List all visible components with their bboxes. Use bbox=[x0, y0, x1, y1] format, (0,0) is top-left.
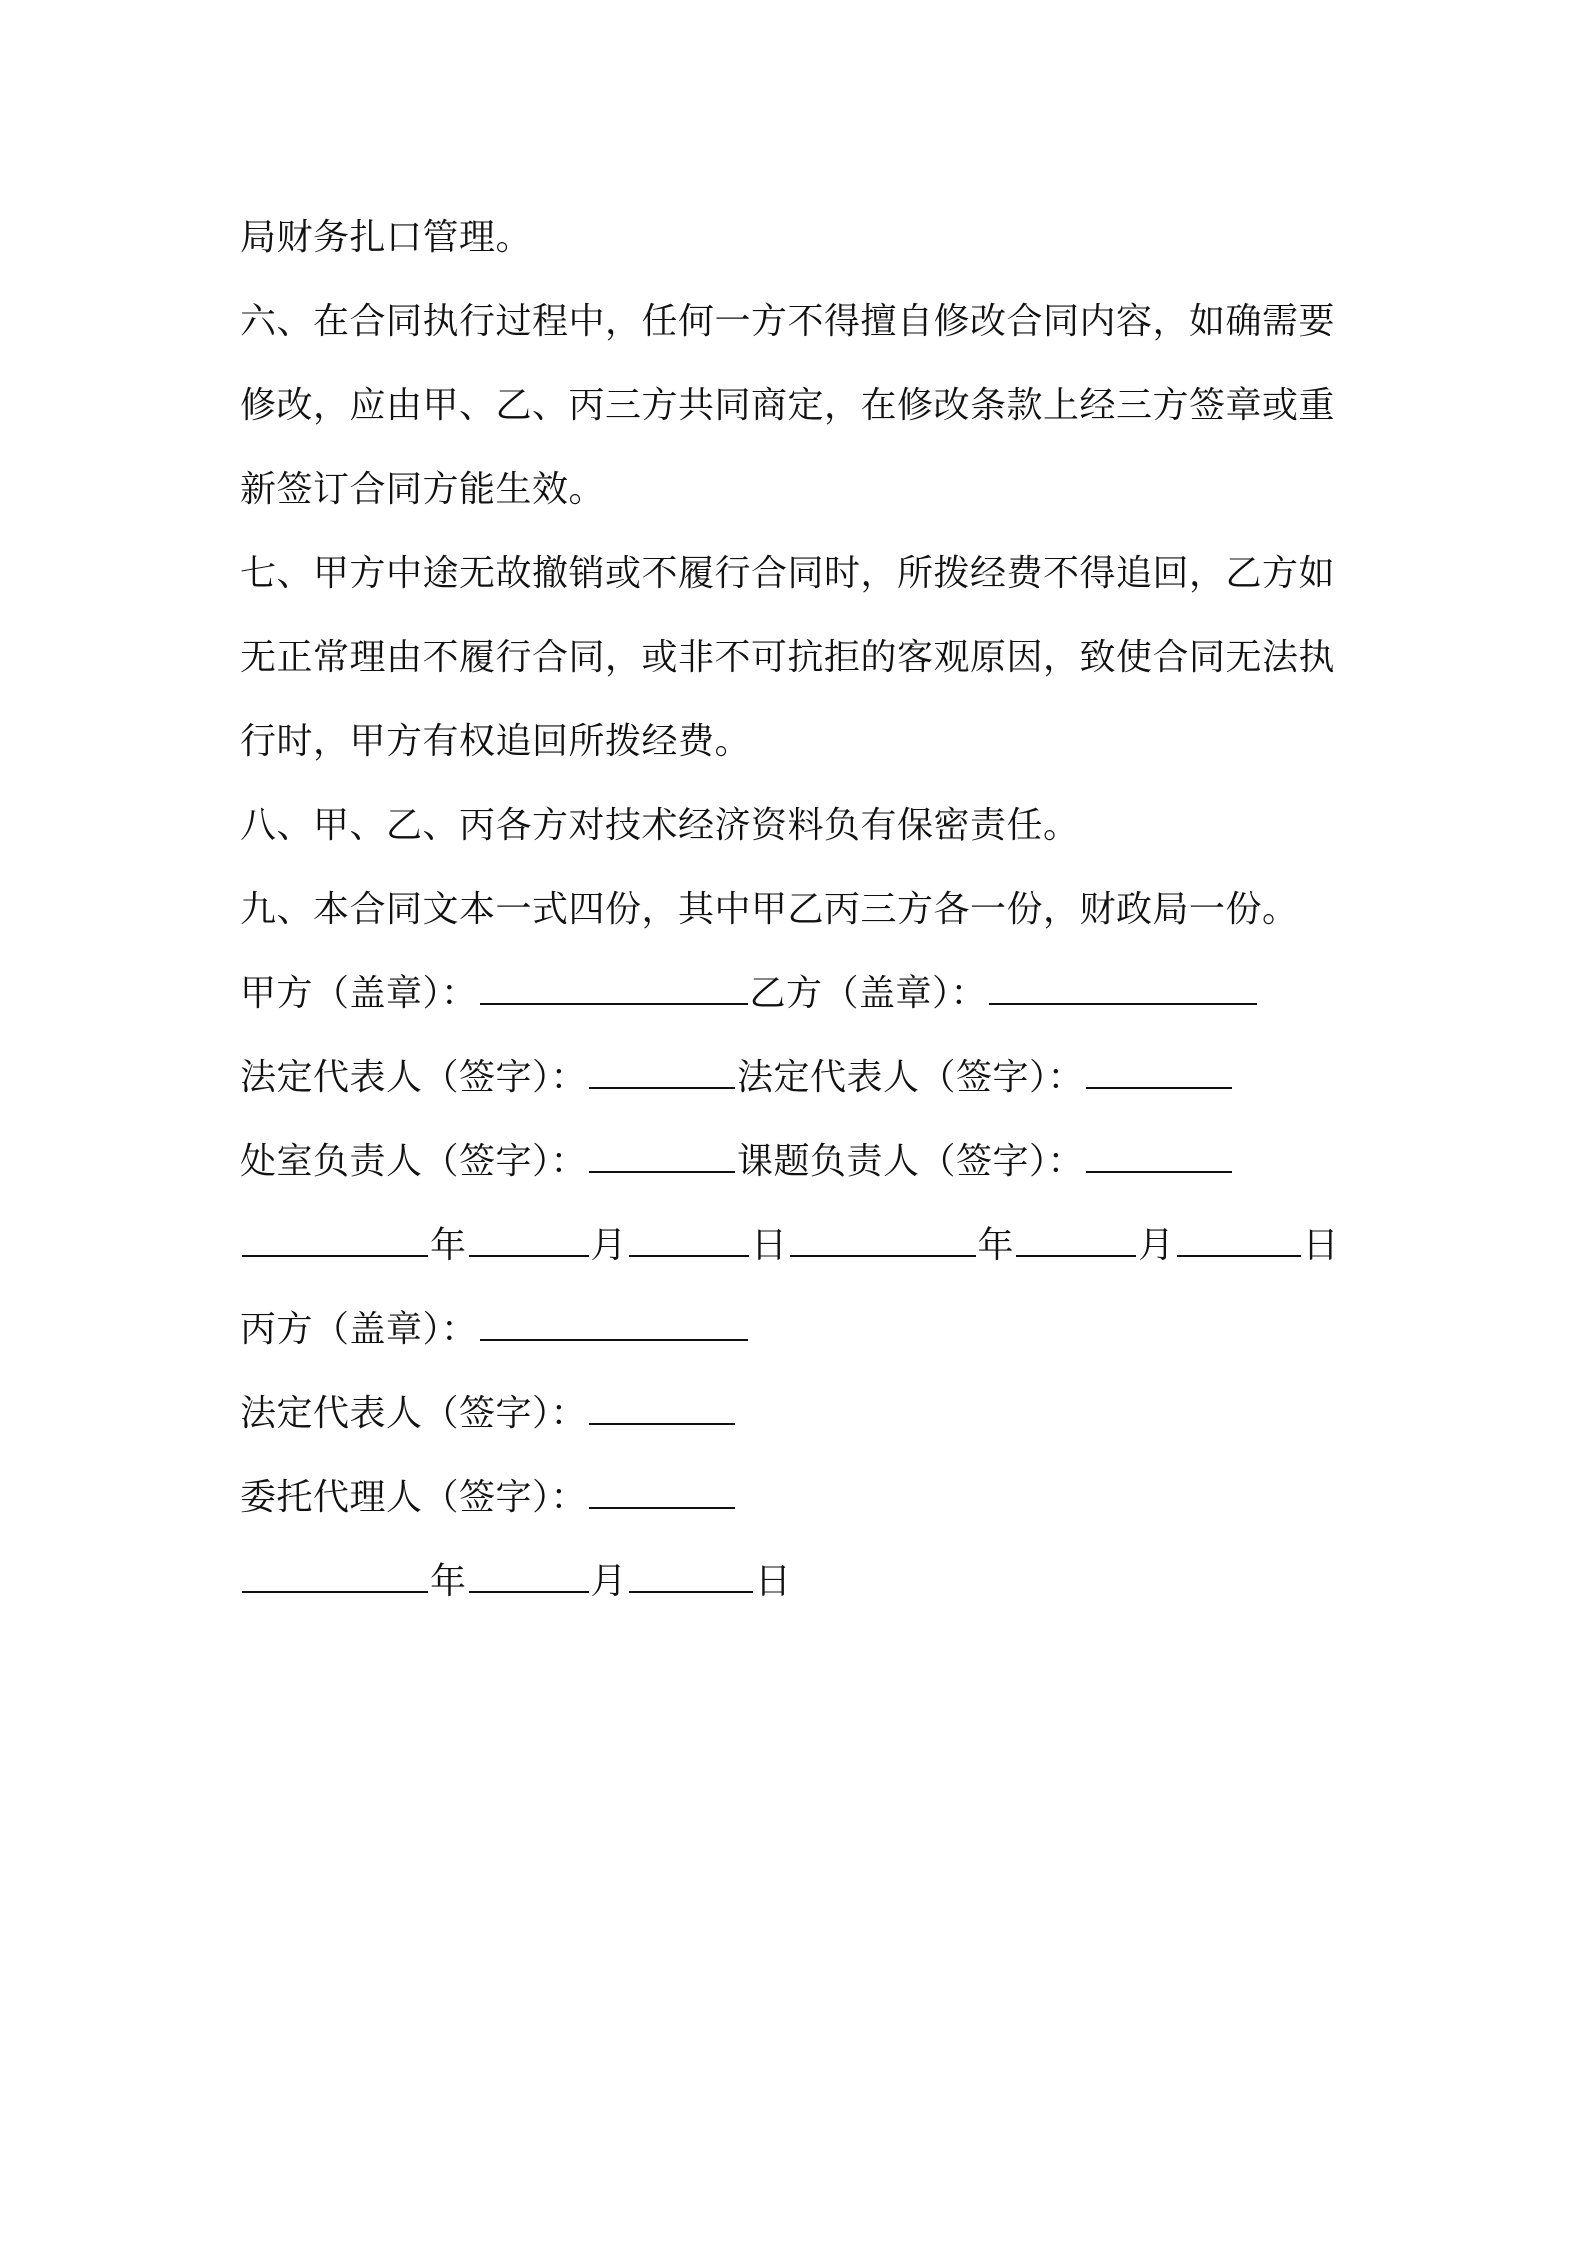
project-head-field[interactable] bbox=[1086, 1141, 1232, 1173]
month-label: 月 bbox=[590, 1561, 628, 1602]
year-field[interactable] bbox=[242, 1561, 428, 1593]
party-c-seal-field[interactable] bbox=[480, 1309, 748, 1341]
legal-rep-row-ab bbox=[240, 1036, 1360, 1120]
document-body bbox=[240, 196, 1360, 1624]
year-label: 年 bbox=[977, 1225, 1015, 1266]
date-row-c bbox=[240, 1540, 1360, 1624]
date-row-ab bbox=[240, 1204, 1360, 1288]
day-label: 日 bbox=[1302, 1225, 1340, 1266]
party-a-legal-rep-label: 法定代表人（签字）： bbox=[240, 1057, 588, 1098]
day-field[interactable] bbox=[629, 1225, 749, 1257]
year-label: 年 bbox=[430, 1225, 467, 1266]
paragraph-line: 局财务扎口管理。 bbox=[240, 217, 533, 258]
paragraph-line: 新签订合同方能生效。 bbox=[240, 469, 606, 510]
day-label: 日 bbox=[751, 1225, 788, 1266]
year-label: 年 bbox=[430, 1561, 467, 1602]
month-field[interactable] bbox=[1016, 1225, 1136, 1257]
paragraph-line: 九、本合同文本一式四份，其中甲乙丙三方各一份，财政局一份。 bbox=[240, 889, 1299, 930]
party-a-seal-label: 甲方（盖章）： bbox=[240, 973, 478, 1014]
paragraph-line: 八、甲、乙、丙各方对技术经济资料负有保密责任。 bbox=[240, 805, 1080, 846]
agent-label: 委托代理人（签字）： bbox=[240, 1477, 588, 1518]
agent-row-c bbox=[240, 1456, 1360, 1540]
paragraph-line: 行时，甲方有权追回所拨经费。 bbox=[240, 721, 752, 762]
year-field[interactable] bbox=[790, 1225, 976, 1257]
paragraph-line: 六、在合同执行过程中，任何一方不得擅自修改合同内容，如确需要 bbox=[240, 301, 1336, 342]
paragraph-line: 无正常理由不履行合同，或非不可抗拒的客观原因，致使合同无法执 bbox=[240, 637, 1336, 678]
paragraph-line: 修改，应由甲、乙、丙三方共同商定，在修改条款上经三方签章或重 bbox=[240, 385, 1336, 426]
legal-rep-row-c bbox=[240, 1372, 1360, 1456]
party-b-seal-label: 乙方（盖章）： bbox=[749, 973, 988, 1014]
party-b-legal-rep-label: 法定代表人（签字）： bbox=[737, 1057, 1085, 1098]
party-b-seal-field[interactable] bbox=[989, 973, 1257, 1005]
year-field[interactable] bbox=[242, 1225, 428, 1257]
paragraph-line: 七、甲方中途无故撤销或不履行合同时，所拨经费不得追回，乙方如 bbox=[240, 553, 1336, 594]
seal-row-ab bbox=[240, 952, 1360, 1036]
month-field[interactable] bbox=[469, 1561, 589, 1593]
seal-row-c bbox=[240, 1288, 1360, 1372]
party-c-seal-label: 丙方（盖章）： bbox=[240, 1309, 478, 1350]
party-b-legal-rep-field[interactable] bbox=[1086, 1057, 1232, 1089]
responsible-row bbox=[240, 1120, 1360, 1204]
party-a-legal-rep-field[interactable] bbox=[589, 1057, 735, 1089]
party-a-seal-field[interactable] bbox=[480, 973, 748, 1005]
day-field[interactable] bbox=[1177, 1225, 1301, 1257]
month-field[interactable] bbox=[469, 1225, 589, 1257]
party-c-legal-rep-field[interactable] bbox=[589, 1393, 735, 1425]
month-label: 月 bbox=[590, 1225, 628, 1266]
dept-head-field[interactable] bbox=[589, 1141, 735, 1173]
project-head-label: 课题负责人（签字）： bbox=[737, 1141, 1085, 1182]
month-label: 月 bbox=[1138, 1225, 1175, 1266]
dept-head-label: 处室负责人（签字）： bbox=[240, 1141, 588, 1182]
day-label: 日 bbox=[755, 1561, 792, 1602]
party-c-legal-rep-label: 法定代表人（签字）： bbox=[240, 1393, 588, 1434]
day-field[interactable] bbox=[629, 1561, 753, 1593]
agent-field[interactable] bbox=[589, 1477, 735, 1509]
